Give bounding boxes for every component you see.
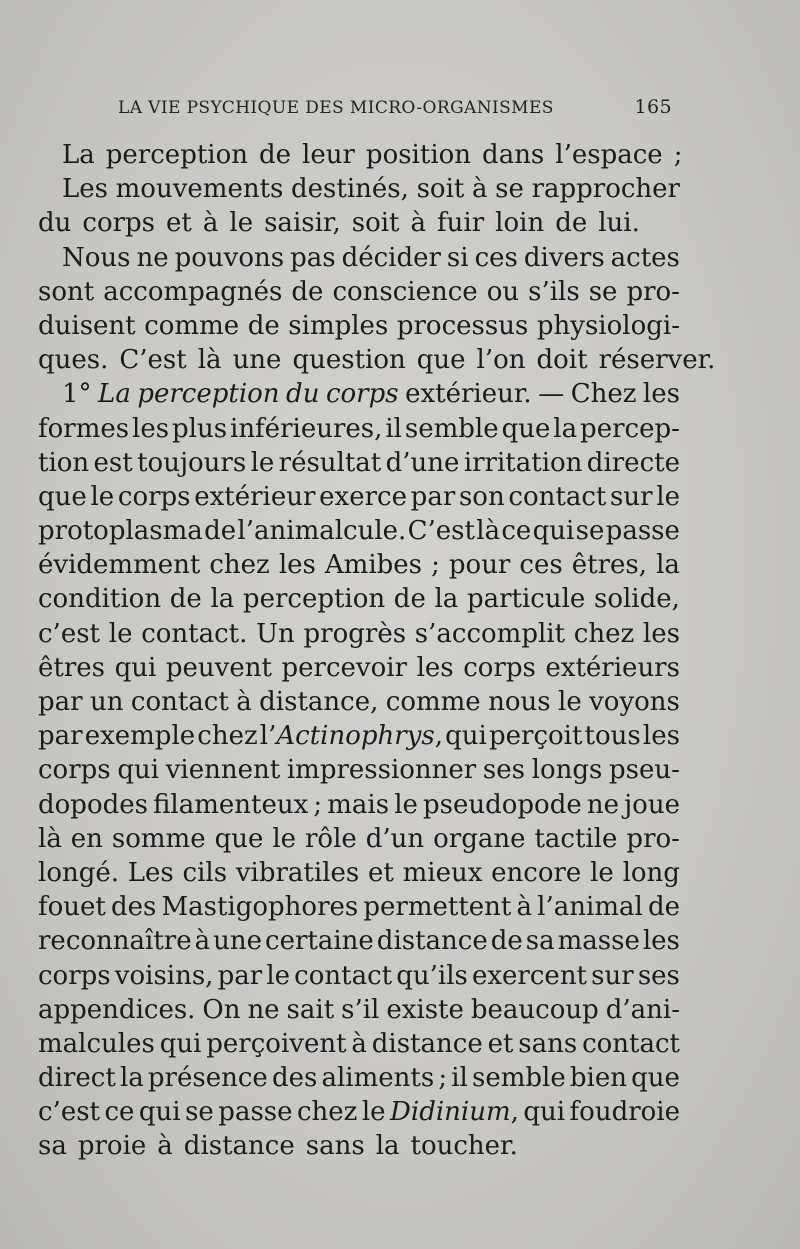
word: comme (144, 310, 240, 341)
word: par (217, 960, 263, 991)
word: physiologi- (536, 310, 680, 341)
word: pouvons (174, 242, 285, 273)
word: sait (286, 994, 335, 1025)
word: tous (584, 721, 641, 752)
word: Les (62, 174, 108, 205)
word: à (516, 892, 533, 923)
word: perception (242, 584, 386, 615)
text-line (38, 377, 680, 411)
word: par (410, 481, 456, 512)
word: mieux (402, 857, 483, 888)
word: simples (288, 310, 389, 341)
word: percevoir (281, 652, 407, 683)
word: l’animal (537, 892, 643, 923)
word: l’on (476, 345, 526, 376)
text-line (38, 1027, 680, 1061)
word: le (590, 857, 614, 888)
word: pas (290, 242, 336, 273)
word: 1° (62, 379, 92, 410)
word: à (410, 208, 427, 239)
word: ; (313, 789, 323, 820)
word: corps (325, 379, 399, 410)
word: ques. (38, 345, 109, 376)
word: masse (557, 926, 640, 957)
word: ses (482, 755, 525, 786)
text-line (38, 924, 680, 958)
word: distance (371, 1028, 483, 1059)
word: permettent (363, 892, 512, 923)
text-line (38, 480, 680, 514)
word: actes (610, 242, 680, 273)
word: directe (586, 447, 680, 478)
word: du (286, 379, 320, 410)
word: et (487, 1028, 514, 1059)
word: question (292, 345, 406, 376)
word: de (490, 926, 523, 957)
word: de (169, 584, 202, 615)
text-line (38, 548, 680, 582)
word: irritation (463, 447, 583, 478)
word: corps (38, 755, 111, 786)
word: et (166, 208, 192, 239)
word: longé. (38, 857, 120, 888)
word: divers (523, 242, 605, 273)
word: à (236, 687, 252, 717)
word: toucher. (410, 1131, 518, 1162)
word: à (202, 208, 219, 239)
word: le (90, 481, 115, 512)
word: à (351, 1028, 367, 1059)
word: soit (416, 174, 465, 205)
word: Un (256, 618, 295, 649)
word: distance (183, 1131, 295, 1162)
word: dans (482, 140, 545, 170)
word: semble (404, 413, 499, 444)
word: d’un (365, 823, 425, 854)
word: ou (486, 276, 520, 307)
word: saisir, (264, 208, 341, 239)
word: sa (38, 1131, 67, 1162)
word: qu’ils (396, 960, 468, 991)
word: la (210, 584, 235, 615)
text-line (38, 993, 680, 1027)
word: un (89, 687, 124, 717)
word: la (434, 584, 459, 615)
word: exemple (84, 721, 196, 752)
text-line (38, 719, 680, 753)
word: certaine (265, 926, 374, 957)
word: d’une (385, 447, 460, 478)
word: fouet (38, 892, 106, 923)
word: — (538, 379, 565, 410)
word: sans (518, 1028, 578, 1059)
word: c’est (38, 618, 101, 649)
word: fuir (437, 208, 485, 239)
word: extérieur (194, 481, 316, 512)
word: ne (586, 789, 619, 820)
word: beaucoup (470, 994, 599, 1025)
word: ; (673, 140, 683, 170)
word: décider (341, 242, 441, 273)
word: le (656, 481, 680, 512)
word: si (446, 242, 469, 273)
word: que (501, 413, 551, 444)
word: s’il (341, 994, 380, 1025)
word: lui. (598, 208, 640, 239)
word: se (495, 174, 524, 205)
word: de (259, 140, 292, 170)
text-line (38, 1061, 680, 1095)
word: se (185, 1097, 214, 1128)
word: l’espace (555, 140, 663, 170)
text-line (38, 412, 680, 446)
word: Les (127, 857, 174, 888)
word: il (385, 413, 402, 444)
word: contact (582, 1028, 680, 1059)
word: se (575, 516, 605, 547)
word: proie (77, 1131, 147, 1162)
word: sur (610, 481, 653, 512)
word: les (416, 652, 454, 683)
word: contact. (141, 618, 248, 649)
word: somme (111, 823, 206, 854)
word: qui (445, 721, 487, 752)
text-line (38, 309, 680, 343)
word: la (375, 1131, 400, 1162)
word: Chez (570, 379, 637, 410)
word: distance, (259, 687, 379, 717)
word: une (213, 926, 263, 957)
word: contact (130, 687, 229, 717)
text-line (38, 890, 680, 924)
word: soit (351, 208, 400, 239)
word: le (250, 447, 275, 478)
word: particule (466, 584, 586, 615)
word: s’accomplit (414, 618, 566, 649)
word: vibratiles (235, 857, 360, 888)
word: solide, (593, 584, 680, 615)
word: tion (38, 447, 90, 478)
word: joue (624, 789, 680, 820)
word: processus (396, 310, 529, 341)
word: la (656, 550, 680, 581)
word: à (157, 1131, 173, 1162)
word: extérieur. (405, 379, 532, 410)
word: La (98, 379, 131, 410)
word: condition (38, 584, 162, 615)
word: existe (386, 994, 464, 1025)
text-line (38, 138, 683, 172)
word: qui (159, 1028, 202, 1059)
word: perception (105, 140, 248, 170)
word: chez (573, 618, 635, 649)
word: résultat (278, 447, 382, 478)
text-line (38, 753, 680, 787)
text-line (38, 343, 716, 377)
word: On (202, 994, 241, 1025)
word: malcules (38, 1028, 155, 1059)
word: comme (385, 687, 481, 717)
word: il (451, 1063, 468, 1094)
word: à (472, 174, 488, 205)
word: nous (488, 687, 551, 717)
word: plus (172, 413, 228, 444)
word: Mastigophores (161, 892, 359, 923)
word: pseudopode (423, 789, 582, 820)
word: filamenteux (153, 789, 309, 820)
word: mouvements (115, 174, 284, 205)
word: ces (474, 242, 518, 273)
word: protoplasma (38, 516, 203, 547)
word: corps (463, 652, 536, 683)
word: pro- (626, 276, 680, 307)
word: réserver. (598, 345, 716, 376)
word: position (365, 140, 472, 170)
word: corps (117, 481, 191, 512)
word: l’animalcule. (237, 516, 407, 547)
word: et (368, 857, 394, 888)
word: distance (376, 926, 488, 957)
word: le (272, 823, 297, 854)
word: bien (569, 1063, 627, 1094)
word: le (558, 687, 582, 717)
word: Nous (62, 242, 131, 273)
word: long (622, 857, 680, 888)
text-line (38, 514, 680, 548)
word: encore (491, 857, 582, 888)
word: percep- (580, 413, 680, 444)
word: aliments (321, 1063, 435, 1094)
word: mais (327, 789, 390, 820)
word: Didinium, (390, 1097, 519, 1128)
word: que (38, 481, 87, 512)
word: duisent (38, 310, 136, 341)
word: les (278, 550, 316, 581)
word: sans (305, 1131, 365, 1162)
word: présence (147, 1063, 268, 1094)
word: c’est (38, 1097, 101, 1128)
word: les (642, 379, 680, 410)
word: perception (137, 379, 280, 410)
word: sont (38, 276, 95, 307)
word: que (416, 345, 466, 376)
word: destinés, (291, 174, 409, 205)
word: s’ils (528, 276, 580, 307)
body-text (38, 138, 716, 1164)
word: par (38, 687, 83, 717)
word: chez (209, 550, 270, 581)
word: les (132, 413, 170, 444)
word: progrès (303, 618, 407, 649)
word: pour (448, 550, 511, 581)
word: contact (508, 481, 607, 512)
word: voisins, (114, 960, 214, 991)
word: la (553, 413, 578, 444)
word: direct (38, 1063, 116, 1094)
word: son (458, 481, 505, 512)
text-line (38, 856, 680, 890)
word: contact (294, 960, 393, 991)
word: que (631, 1063, 680, 1094)
word: pro- (626, 823, 680, 854)
word: de (393, 584, 426, 615)
word: conscience (332, 276, 478, 307)
word: là (38, 823, 62, 854)
word: qui (114, 652, 157, 683)
word: les (642, 926, 680, 957)
word: ne (136, 242, 169, 273)
word: perçoivent (206, 1028, 347, 1059)
word: de (291, 276, 324, 307)
word: voyons (589, 687, 680, 717)
text-line (38, 822, 680, 856)
word: tactile (534, 823, 618, 854)
word: semble (472, 1063, 566, 1094)
word: dopodes (38, 789, 148, 820)
word: par (38, 721, 83, 752)
word: à (194, 926, 211, 957)
word: rapprocher (531, 174, 680, 205)
word: loin (495, 208, 545, 239)
text-line (38, 206, 680, 240)
word: ; (431, 550, 440, 581)
word: inférieures, (230, 413, 383, 444)
text-line (38, 1095, 680, 1129)
word: foudroie (569, 1097, 680, 1128)
word: Amibes (324, 550, 423, 581)
word: sa (525, 926, 555, 957)
word: êtres, (571, 550, 648, 581)
word: d’ani- (605, 994, 680, 1025)
word: là (476, 516, 501, 547)
word: chez (296, 1097, 358, 1128)
word: chez (197, 721, 258, 752)
word: de (555, 208, 588, 239)
word: pseu- (609, 755, 680, 786)
running-title: LA VIE PSYCHIQUE DES MICRO-ORGANISMES (118, 98, 554, 118)
word: appendices. (38, 994, 196, 1025)
text-line (38, 617, 680, 651)
word: organe (433, 823, 526, 854)
word: le (394, 789, 418, 820)
word: une (232, 345, 282, 376)
word: le (266, 960, 291, 991)
word: qui (117, 755, 160, 786)
text-line (38, 685, 680, 719)
word: ne (247, 994, 280, 1025)
word: viennent (165, 755, 281, 786)
word: êtres (38, 652, 105, 683)
word: des (271, 1063, 318, 1094)
word: de (204, 516, 237, 547)
word: qui (138, 1097, 181, 1128)
word: en (70, 823, 103, 854)
word: du (38, 208, 72, 239)
word: l’Actinophrys, (259, 721, 444, 752)
word: exerce (319, 481, 407, 512)
word: passe (605, 516, 680, 547)
word: que (214, 823, 264, 854)
text-line (38, 582, 680, 616)
word: C’est (119, 345, 187, 376)
word: impressionner (286, 755, 477, 786)
text-line (38, 959, 680, 993)
word: des (111, 892, 157, 923)
word: passe (218, 1097, 293, 1128)
word: C’est (407, 516, 475, 547)
word: qui (532, 516, 575, 547)
word: qui (523, 1097, 566, 1128)
word: le (361, 1097, 386, 1128)
word: le (229, 208, 254, 239)
running-head (118, 96, 672, 122)
text-line (38, 446, 680, 480)
page-number: 165 (634, 96, 672, 118)
word: le (108, 618, 133, 649)
text-line (38, 1129, 680, 1163)
text-line (38, 241, 680, 275)
word: ce (501, 516, 532, 547)
word: leur (302, 140, 355, 170)
word: peuvent (165, 652, 272, 683)
word: doit (536, 345, 588, 376)
word: longs (531, 755, 603, 786)
word: La (62, 140, 95, 170)
text-line (38, 172, 680, 206)
word: sur (591, 960, 634, 991)
text-line (38, 651, 680, 685)
word: la (119, 1063, 144, 1094)
word: de (647, 892, 680, 923)
word: est (93, 447, 133, 478)
word: évidemment (38, 550, 201, 581)
text-line (38, 275, 680, 309)
word: perçoit (488, 721, 583, 752)
word: là (197, 345, 222, 376)
word: toujours (137, 447, 247, 478)
word: formes (38, 413, 130, 444)
word: accompagnés (103, 276, 283, 307)
word: les (642, 721, 680, 752)
word: les (642, 618, 680, 649)
word: reconnaître (38, 926, 192, 957)
word: se (588, 276, 618, 307)
word: cils (182, 857, 228, 888)
word: corps (82, 208, 156, 239)
word: corps (38, 960, 111, 991)
word: exercent (472, 960, 588, 991)
word: ces (519, 550, 563, 581)
text-line (38, 788, 680, 822)
word: ; (438, 1063, 448, 1094)
word: ce (104, 1097, 135, 1128)
word: extérieurs (545, 652, 680, 683)
word: ses (637, 960, 680, 991)
word: rôle (305, 823, 357, 854)
word: de (247, 310, 280, 341)
